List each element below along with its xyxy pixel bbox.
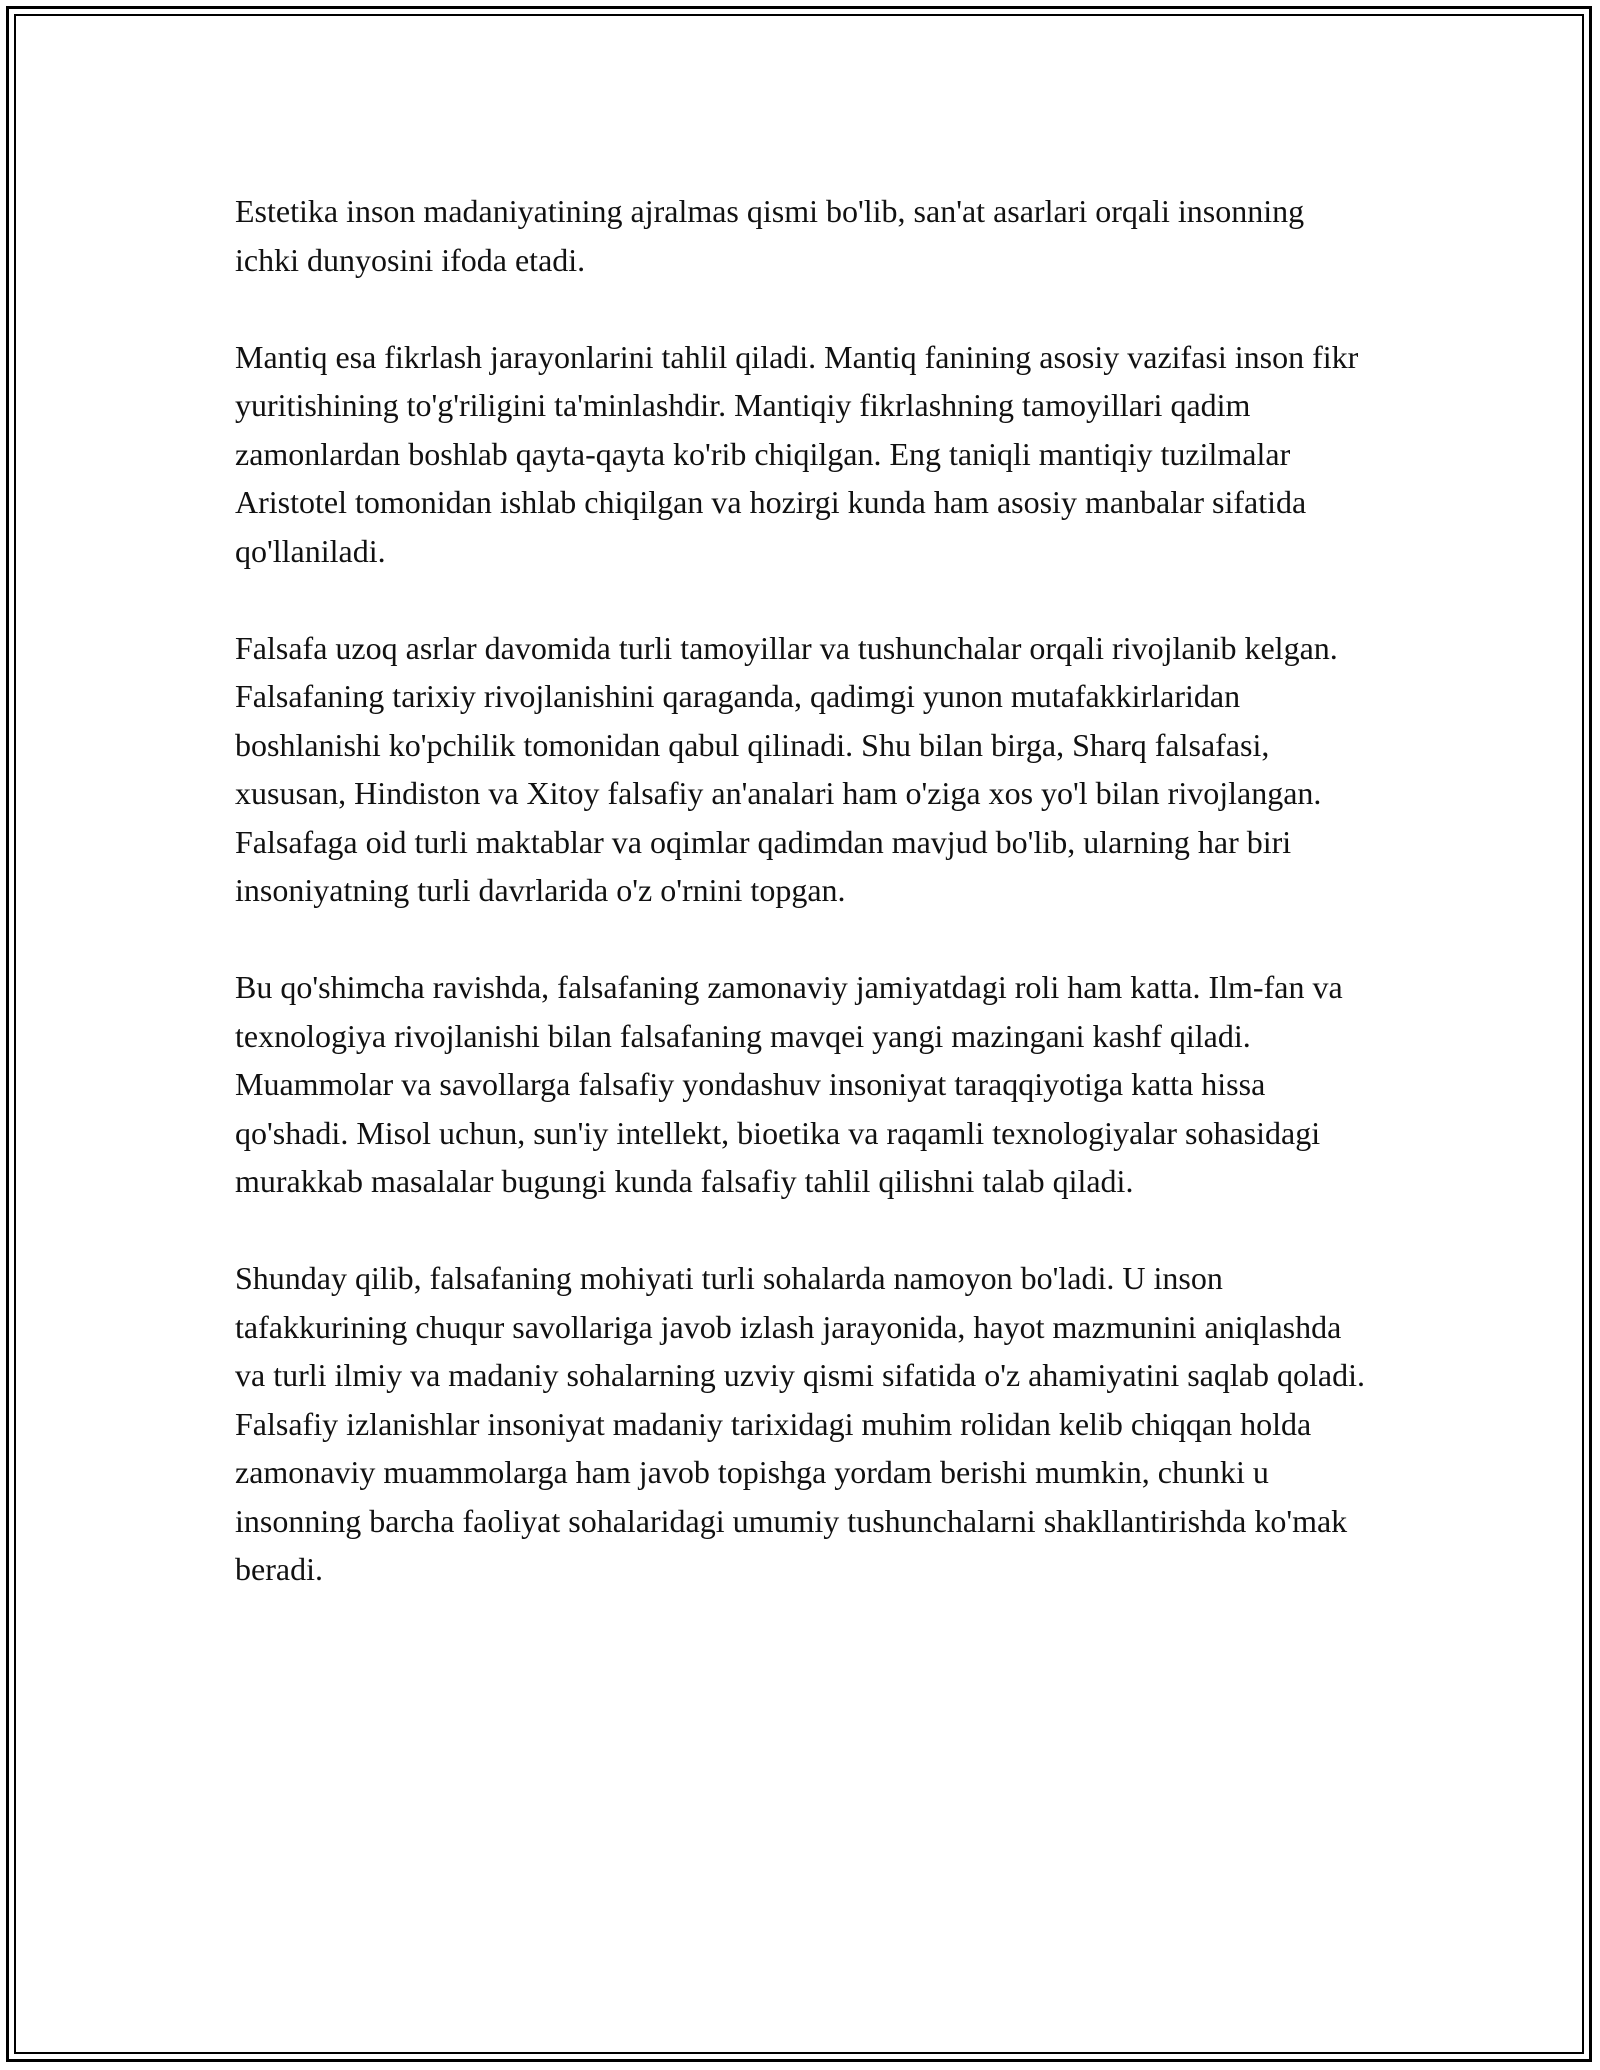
paragraph-conclusion: Shunday qilib, falsafaning mohiyati turli sohalarda namoyon bo'ladi. U inson tafakkurining chuqur savollariga javob izlash jarayonida, hayot mazmunini aniqlashda va turli ilmiy va madaniy sohalarning uzviy qismi sifatida o'z ahamiyatini saqlab qoladi. Falsafiy izlanishlar insoniyat madaniy tarixidagi muhim rolidan kelib chiqqan holda zamonaviy muammolarga ham javob topishga yordam berishi mumkin, chunki u insonning barcha faoliyat sohalaridagi umumiy tushunchalarni shakllantirishda ko'mak beradi. — [235, 1260, 1365, 1587]
paragraph-philosophy-modern: Bu qo'shimcha ravishda, falsafaning zamonaviy jamiyatdagi roli ham katta. Ilm-fan va texnologiya rivojlanishi bilan falsafaning mavqei yangi mazingani kashf qiladi. Muammolar va savollarga falsafiy yondashuv insoniyat taraqqiyotiga katta hissa qo'shadi. Misol uchun, sun'iy intellekt, bioetika va raqamli texnologiyalar sohasidagi murakkab masalalar bugungi kunda falsafiy tahlil qilishni talab qiladi. — [235, 969, 1343, 1199]
paragraph-philosophy-history: Falsafa uzoq asrlar davomida turli tamoyillar va tushunchalar orqali rivojlanib kelgan. Falsafaning tarixiy rivojlanishini qaraganda, qadimgi yunon mutafakkirlaridan boshlanishi ko'pchilik tomonidan qabul qilinadi. Shu bilan birga, Sharq falsafasi, xususan, Hindiston va Xitoy falsafiy an'analari ham o'ziga xos yo'l bilan rivojlangan. Falsafaga oid turli maktablar va oqimlar qadimdan mavjud bo'lib, ularning har biri insoniyatning turli davrlarida o'z o'rnini topgan. — [235, 629, 1338, 908]
paragraph-logic: Mantiq esa fikrlash jarayonlarini tahlil qiladi. Mantiq fanining asosiy vazifasi inson fikr yuritishining to'g'riligini ta'minlashdir. Mantiqiy fikrlashning tamoyillari qadim zamonlardan boshlab qayta-qayta ko'rib chiqilgan. Eng taniqli mantiqiy tuzilmalar Aristotel tomonidan ishlab chiqilgan va hozirgi kunda ham asosiy manbalar sifatida qo'llaniladi. — [235, 338, 1359, 569]
paragraph-aesthetics: Estetika inson madaniyatining ajralmas qismi bo'lib, san'at asarlari orqali insonning ichki dunyosini ifoda etadi. — [235, 193, 1305, 278]
document-body — [235, 187, 1375, 1642]
